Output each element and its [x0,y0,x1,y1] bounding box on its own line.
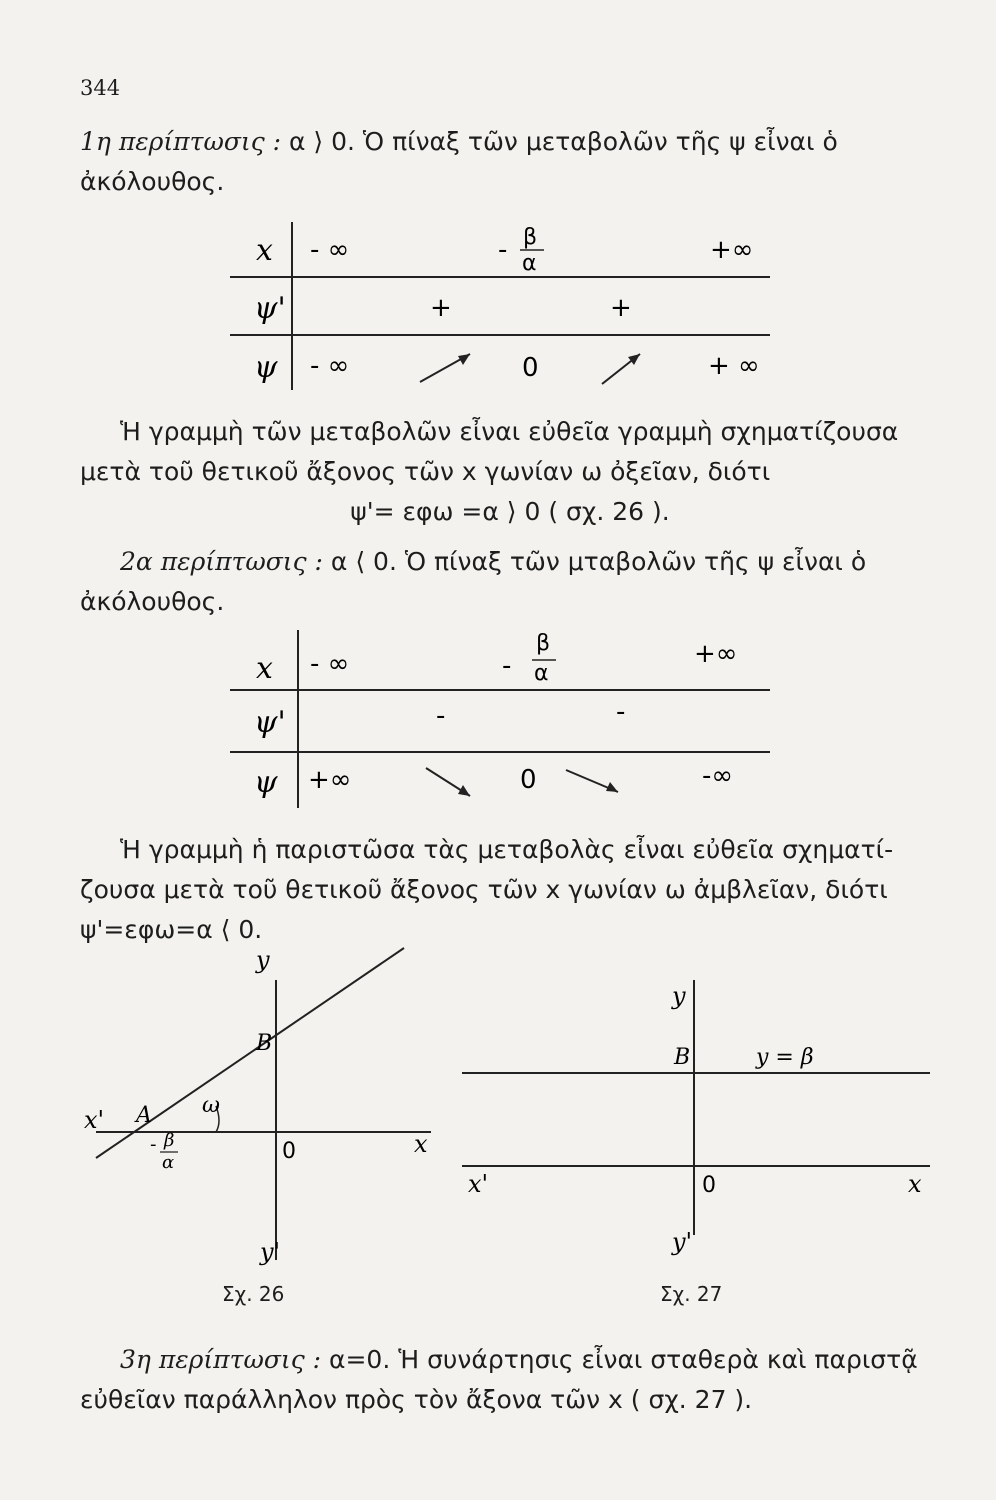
t1-root-num: β [523,225,538,250]
t2-dy-sign1: - [436,701,446,731]
t2-x-pinf: +∞ [694,639,738,669]
t1-x-label: x [256,233,273,268]
fig27-x-label: x [908,1170,922,1198]
fig26-intercept-den: α [162,1152,175,1173]
case1-title: 1η περίπτωσις : [80,127,282,156]
variation-table-1 [230,222,790,392]
fig27-yneg-label: y' [672,1228,693,1256]
case3-title: 3η περίπτωσις : [120,1345,322,1374]
fig26-origin: 0 [282,1139,296,1164]
t2-root-den: α [534,661,549,686]
fig26-xneg-label: x' [84,1106,105,1134]
figure-27 [460,970,940,1260]
para1-line2: μετὰ τοῦ θετικοῦ ἄξονος τῶν x γωνίαν ω ὀξεῖαν, διότι [80,457,771,486]
t2-y-pinf: +∞ [308,765,352,795]
t1-y-label: ψ [254,350,278,385]
t1-dy-sign1: + [430,293,452,323]
t1-x-root: - [498,235,508,265]
fig26-intercept-num: β [164,1130,175,1151]
t1-y-zero: 0 [522,353,539,383]
case2-text2: ἀκόλουθος. [80,587,225,616]
para2-line1: Ἡ γραμμὴ ἡ παριστῶσα τὰς μεταβολὰς εἶναι εὐθεῖα σχηματί- [120,835,894,864]
case2-title: 2α περίπτωσις : [120,547,323,576]
para1-equation: ψ'= εφω =α ⟩ 0 ( σχ. 26 ). [350,497,670,526]
figure-26 [76,940,446,1270]
fig26-y-label: y [256,946,270,974]
page-number: 344 [80,76,121,100]
case3-paragraph [80,1340,940,1420]
case1-text2: ἀκόλουθος. [80,167,225,196]
t1-x-pinf: +∞ [710,235,754,265]
t1-dy-label: ψ' [254,291,286,326]
fig27-caption: Σχ. 27 [660,1282,723,1306]
case3-text: α=0. Ἡ συνάρτησις εἶναι σταθερὰ καὶ παριστᾷ [321,1345,918,1374]
case2-paragraph [80,542,940,622]
fig27-origin: 0 [702,1173,716,1198]
t2-y-label: ψ [254,765,278,800]
para1-line1: Ἡ γραμμὴ τῶν μεταβολῶν εἶναι εὐθεῖα γραμμὴ σχηματίζουσα [120,417,899,446]
t2-dy-label: ψ' [254,705,286,740]
fig26-A-label: A [136,1103,152,1128]
t2-x-label: x [256,651,273,686]
para2-line3: ψ'=εφω=α ⟨ 0. [80,915,263,944]
case1-text: α ⟩ 0. Ὁ πίναξ τῶν μεταβολῶν τῆς ψ εἶναι ὁ [281,127,838,156]
case3-text2: εὐθεῖαν παράλληλον πρὸς τὸν ἄξονα τῶν x ( σχ. 27 ). [80,1385,753,1414]
t1-y-minf: - ∞ [310,351,350,381]
t2-x-root: - [502,651,512,681]
case1-paragraph [80,122,940,202]
fig26-caption: Σχ. 26 [222,1282,285,1306]
fig27-B-label: B [674,1045,691,1070]
t1-root-den: α [522,251,537,276]
fig26-intercept-minus: - [150,1134,157,1155]
fig27-line-label: y = β [756,1045,814,1070]
t2-dy-sign2: - [616,697,626,727]
t1-x-minf: - ∞ [310,235,350,265]
t2-y-minf: -∞ [702,761,734,791]
fig26-omega-label: ω [202,1093,220,1118]
fig26-x-label: x [414,1130,428,1158]
t2-root-num: β [536,631,551,656]
fig26-yneg-label: y' [260,1238,281,1266]
variation-table-2 [230,630,790,810]
t2-x-minf: - ∞ [310,649,350,679]
fig27-xneg-label: x' [468,1170,489,1198]
para2-line2: ζουσα μετὰ τοῦ θετικοῦ ἄξονος τῶν x γωνίαν ω ἀμβλεῖαν, διότι [80,875,888,904]
paragraph-1 [80,412,940,526]
t1-y-pinf: + ∞ [708,351,760,381]
case2-text: α ⟨ 0. Ὁ πίναξ τῶν μταβολῶν τῆς ψ εἶναι ὁ [322,547,867,576]
fig26-B-label: B [256,1031,273,1056]
fig27-y-label: y [672,982,686,1010]
t1-dy-sign2: + [610,293,632,323]
paragraph-2 [80,830,940,950]
t2-y-zero: 0 [520,765,537,795]
